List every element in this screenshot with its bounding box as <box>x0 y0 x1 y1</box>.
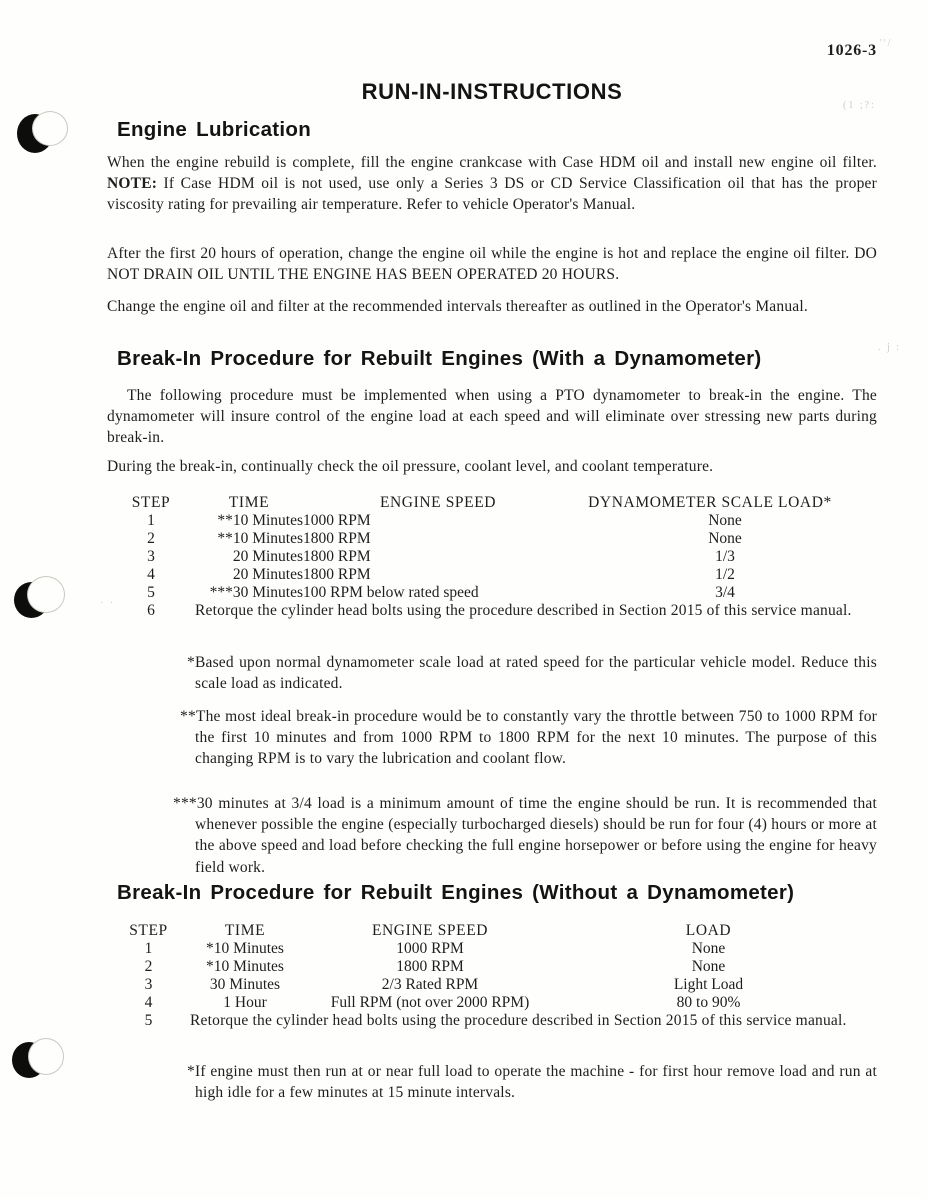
col-header-time: TIME <box>228 494 270 511</box>
table-row <box>107 958 877 976</box>
cell-speed: 1800 RPM <box>303 566 371 583</box>
note-label: NOTE: <box>107 175 158 193</box>
cell-step: 5 <box>147 584 155 601</box>
page-number: 1026-3 <box>826 42 877 59</box>
table-header-row <box>107 494 877 512</box>
cell-time: 30 Minutes <box>209 976 281 993</box>
paragraph-lubrication-2: After the first 20 hours of operation, change the engine oil while the engine is hot and replace the engine oil filter. DO NOT DRAIN OIL UNTIL THE ENGINE HAS BEEN OPERATED 20 HOURS. <box>107 245 877 284</box>
cell-step: 1 <box>147 512 155 529</box>
section-heading-without-dynamometer: Break-In Procedure for Rebuilt Engines (Without a Dynamometer) <box>117 881 795 904</box>
cell-speed: 1000 RPM <box>396 940 464 957</box>
col-header-step: STEP <box>131 494 171 511</box>
paragraph-dyno-intro: The following procedure must be implemented when using a PTO dynamometer to break-in the engine. The dynamometer will insure control of the engine load at each speed and will eliminate over stressing new parts during break-in. <box>107 387 877 447</box>
footnote-text: If engine must then run at or near full load to operate the machine - for first hour remove load and run at high idle for a few minutes at 15 minute intervals. <box>194 1063 877 1102</box>
cell-load: 3/4 <box>715 584 735 601</box>
cell-speed: 1800 RPM <box>303 548 371 565</box>
scan-artifact: (1 ;?: <box>843 100 876 111</box>
cell-speed: 1000 RPM <box>303 512 371 529</box>
cell-step: 6 <box>147 602 155 619</box>
cell-load: 1/2 <box>715 566 735 583</box>
table-row <box>107 584 877 602</box>
table-row <box>107 940 877 958</box>
cell-step: 1 <box>144 940 153 957</box>
footnote-marker: ** <box>180 708 196 725</box>
col-header-load: DYNAMOMETER SCALE LOAD* <box>588 494 832 511</box>
cell-step: 2 <box>147 530 155 547</box>
dyno-table <box>107 494 877 620</box>
cell-step: 4 <box>144 994 153 1011</box>
footnote-text: Based upon normal dynamometer scale load at rated speed for the particular vehicle model. Reduce this scale load as indicated. <box>194 654 877 693</box>
cell-load: None <box>691 940 726 957</box>
punch-hole-ring <box>27 576 65 613</box>
cell-speed: Full RPM (not over 2000 RPM) <box>330 994 530 1011</box>
cell-load: None <box>708 530 742 547</box>
no-dyno-table-wrap <box>107 922 877 1030</box>
cell-time: 20 Minutes <box>232 566 303 583</box>
cell-load: None <box>691 958 726 975</box>
paragraph-lubrication-3: Change the engine oil and filter at the recommended intervals thereafter as outlined in the Operator's Manual. <box>107 298 808 315</box>
col-header-speed: ENGINE SPEED <box>379 494 497 511</box>
cell-step: 2 <box>144 958 153 975</box>
cell-load: None <box>708 512 742 529</box>
table-row <box>107 976 877 994</box>
cell-step-note: Retorque the cylinder head bolts using the procedure described in Section 2015 of this service manual. <box>195 602 852 619</box>
table-row <box>107 1012 877 1030</box>
dyno-table-wrap <box>107 494 877 620</box>
footnote-marker: *** <box>173 795 197 812</box>
col-header-load: LOAD <box>685 922 732 939</box>
table-row <box>107 566 877 584</box>
footnote <box>173 793 877 878</box>
section-heading-engine-lubrication: Engine Lubrication <box>117 118 312 141</box>
cell-time: 1 Hour <box>223 994 267 1011</box>
footnote-marker: * <box>187 654 195 671</box>
table-header-row <box>107 922 877 940</box>
cell-speed: 2/3 Rated RPM <box>381 976 479 993</box>
scan-artifact: · · <box>100 598 116 609</box>
punch-hole-ring <box>28 1038 64 1075</box>
cell-speed: 1800 RPM <box>396 958 464 975</box>
cell-step-note: Retorque the cylinder head bolts using the procedure described in Section 2015 of this service manual. <box>190 1012 847 1029</box>
scan-artifact: ''/ <box>880 38 893 49</box>
cell-load: Light Load <box>673 976 744 993</box>
section-heading-with-dynamometer: Break-In Procedure for Rebuilt Engines (With a Dynamometer) <box>117 347 762 370</box>
cell-time: *10 Minutes <box>206 958 284 975</box>
cell-step: 3 <box>144 976 153 993</box>
no-dyno-table <box>107 922 877 1030</box>
cell-time: **10 Minutes <box>217 530 303 547</box>
page-title: RUN-IN-INSTRUCTIONS <box>361 79 623 104</box>
footnote <box>180 706 877 770</box>
scan-artifact: . j : <box>878 342 902 353</box>
cell-speed: 1800 RPM <box>303 530 371 547</box>
cell-time: 20 Minutes <box>232 548 303 565</box>
footnote-marker: * <box>187 1063 195 1080</box>
table-row <box>107 602 877 620</box>
table-row <box>107 530 877 548</box>
cell-step: 4 <box>147 566 155 583</box>
paragraph-dyno-check: During the break-in, continually check the oil pressure, coolant level, and coolant temperature. <box>107 458 714 475</box>
cell-time: *10 Minutes <box>206 940 284 957</box>
col-header-step: STEP <box>129 922 168 939</box>
cell-step: 5 <box>144 1012 153 1029</box>
cell-load: 80 to 90% <box>676 994 741 1011</box>
paragraph-text: If Case HDM oil is not used, use only a Series 3 DS or CD Service Classification oil that has the proper viscosity rating for prevailing air temperature. Refer to vehicle Operator's Manual. <box>107 175 877 214</box>
table-row <box>107 994 877 1012</box>
punch-hole-ring <box>32 111 68 146</box>
paragraph-text: When the engine rebuild is complete, fill the engine crankcase with Case HDM oil and install new engine oil filter. <box>107 154 877 171</box>
cell-time: **10 Minutes <box>217 512 303 529</box>
footnote-text: 30 minutes at 3/4 load is a minimum amount of time the engine should be run. It is recommended that whenever possible the engine (especially turbocharged diesels) should be run for four (4) hours or more at the above speed and load before checking the full engine horsepower or before using the engine for heavy field work. <box>195 795 877 876</box>
footnote <box>187 1061 877 1103</box>
col-header-speed: ENGINE SPEED <box>371 922 489 939</box>
cell-time: ***30 Minutes <box>209 584 303 601</box>
cell-step: 3 <box>147 548 155 565</box>
table-row <box>107 548 877 566</box>
footnote <box>187 652 877 694</box>
table-row <box>107 512 877 530</box>
cell-speed: 100 RPM below rated speed <box>303 584 479 601</box>
paragraph-lubrication-1 <box>107 152 877 216</box>
footnote-text: The most ideal break-in procedure would be to constantly vary the throttle between 750 to 1000 RPM for the first 10 minutes and from 1000 RPM to 1800 RPM for the next 10 minutes. The purpose of this changing RPM is to vary the lubrication and coolant flow. <box>195 708 877 768</box>
col-header-time: TIME <box>224 922 266 939</box>
cell-load: 1/3 <box>715 548 735 565</box>
